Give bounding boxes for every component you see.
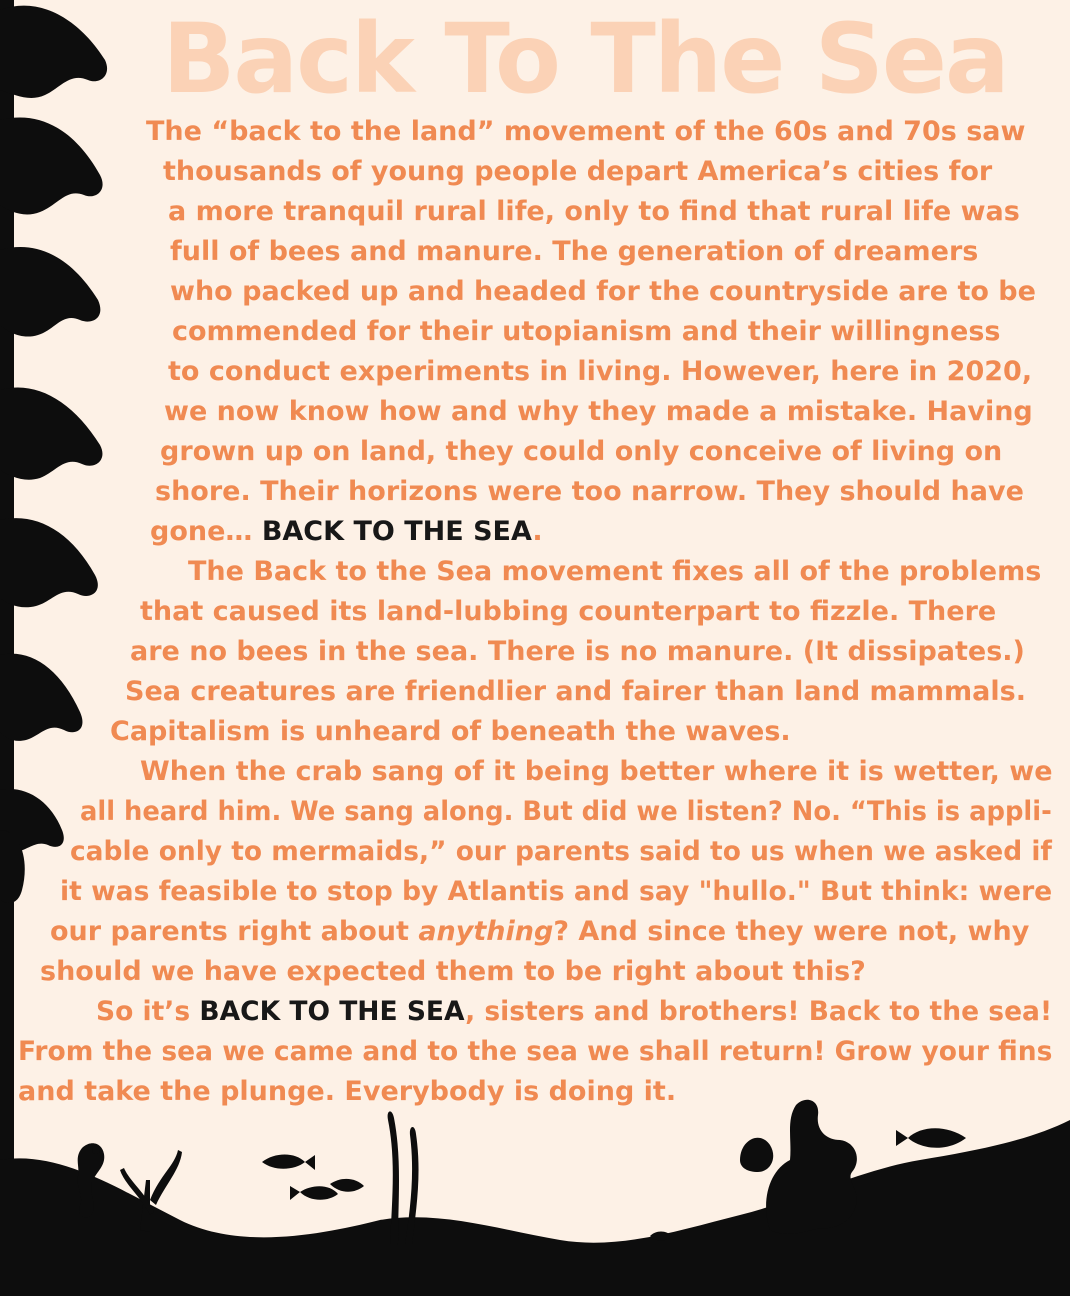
body-line: and take the plunge. Everybody is doing it. (18, 1076, 677, 1107)
body-text: our parents right about (50, 916, 409, 947)
body-line: to conduct experiments in living. However, here in 2020, (168, 356, 1033, 387)
body-line: The “back to the land” movement of the 60s and 70s saw (146, 116, 1026, 147)
body-line: shore. Their horizons were too narrow. They should have (155, 476, 1024, 507)
body-line: commended for their utopianism and their willingness (172, 316, 1001, 347)
emphasis-text: BACK TO THE SEA (261, 516, 533, 547)
body-line: are no bees in the sea. There is no manure. (It dissipates.) (130, 636, 1025, 667)
body-text: , sisters and brothers! Back to the sea! (465, 996, 1053, 1027)
body-line: grown up on land, they could only conceive of living on (160, 436, 1003, 467)
body-line: who packed up and headed for the countryside are to be (170, 276, 1036, 307)
body-text: gone… (150, 516, 253, 547)
body-line: full of bees and manure. The generation of dreamers (170, 236, 979, 267)
body-line: it was feasible to stop by Atlantis and say "hullo." But think: were (60, 876, 1053, 907)
body-line: that caused its land-lubbing counterpart to fizzle. There (140, 596, 997, 627)
emphasis-text: BACK TO THE SEA (199, 996, 466, 1027)
italic-text: anything (418, 916, 554, 947)
body-text: So it’s (96, 996, 191, 1027)
body-line: thousands of young people depart America’s cities for (163, 156, 993, 187)
body-line: all heard him. We sang along. But did we listen? No. “This is appli- (80, 796, 1052, 827)
body-line: When the crab sang of it being better where it is wetter, we (140, 756, 1053, 787)
body-line: Capitalism is unheard of beneath the waves. (110, 716, 791, 747)
body-line: Sea creatures are friendlier and fairer than land mammals. (125, 676, 1026, 707)
body-line: a more tranquil rural life, only to find that rural life was (168, 196, 1020, 227)
body-line: we now know how and why they made a mistake. Having (164, 396, 1033, 427)
body-line: cable only to mermaids,” our parents said to us when we asked if (70, 836, 1052, 867)
article-title: Back To The Sea (162, 3, 1008, 115)
body-line: should we have expected them to be right about this? (40, 956, 866, 987)
body-text: ? And since they were not, why (553, 916, 1030, 947)
body-text: . (532, 516, 543, 547)
body-line: From the sea we came and to the sea we shall return! Grow your fins (18, 1036, 1053, 1067)
body-line: The Back to the Sea movement fixes all of the problems (188, 556, 1042, 587)
